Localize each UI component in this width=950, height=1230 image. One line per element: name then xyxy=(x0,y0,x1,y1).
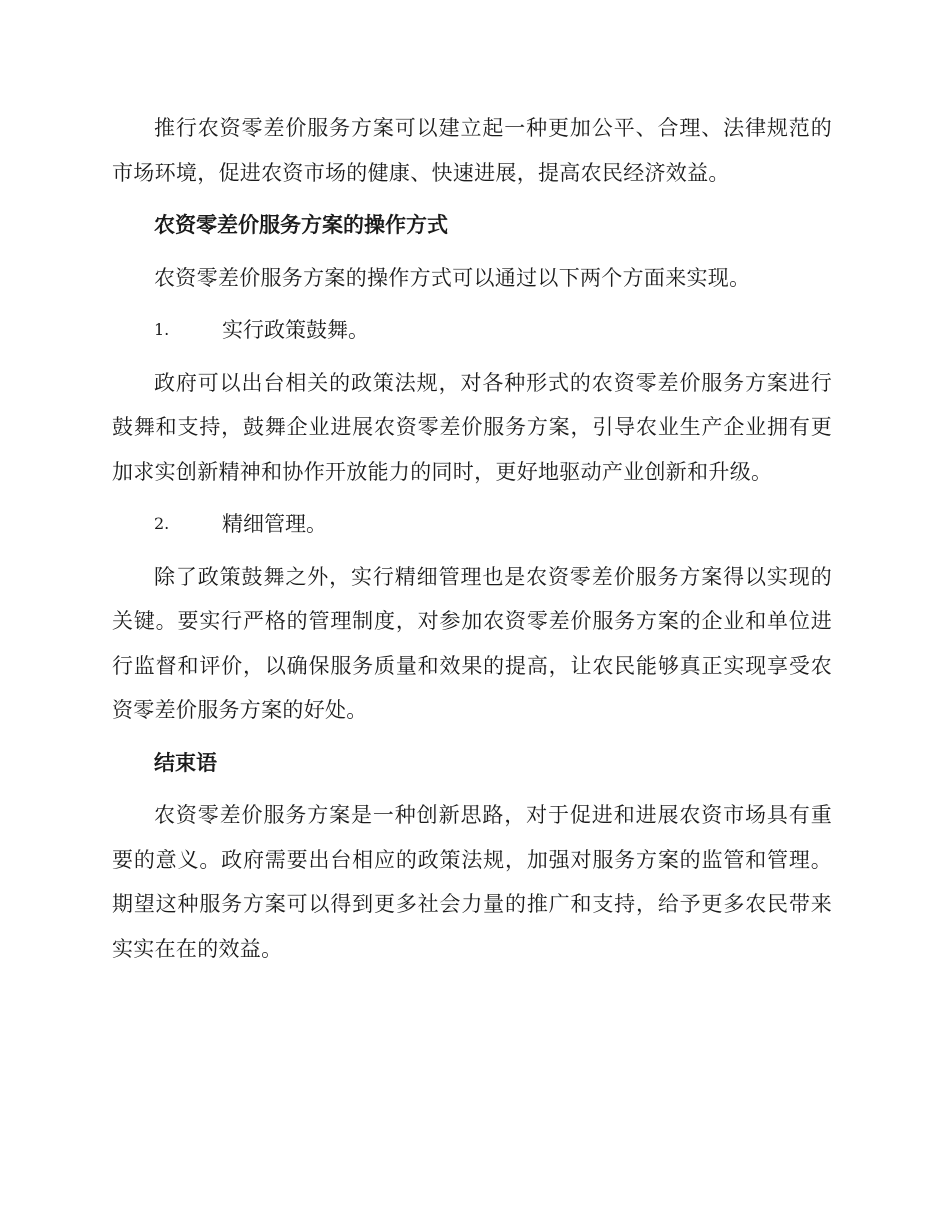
list-item-1 xyxy=(112,308,832,353)
section-heading-operation: 农资零差价服务方案的操作方式 xyxy=(154,213,448,237)
paragraph-management: 除了政策鼓舞之外，实行精细管理也是农资零差价服务方案得以实现的关键。要实行严格的管理制度，对参加农资零差价服务方案的企业和单位进行监督和评价，以确保服务质量和效果的提高，让农民能够真正实现享受农资零差价服务方案的好处。 xyxy=(112,564,832,722)
list-text: 精细管理。 xyxy=(222,512,327,536)
list-number: 2. xyxy=(154,514,170,533)
paragraph-operation-intro: 农资零差价服务方案的操作方式可以通过以下两个方面来实现。 xyxy=(154,265,751,290)
paragraph-conclusion: 农资零差价服务方案是一种创新思路，对于促进和进展农资市场具有重要的意义。政府需要出台相应的政策法规，加强对服务方案的监管和管理。期望这种服务方案可以得到更多社会力量的推广和支持，给予更多农民带来实实在在的效益。 xyxy=(112,803,832,961)
section-heading-conclusion: 结束语 xyxy=(154,750,217,775)
list-text: 实行政策鼓舞。 xyxy=(222,318,369,342)
document-page xyxy=(112,106,832,971)
list-item-2 xyxy=(112,502,832,547)
paragraph-policy: 政府可以出台相关的政策法规，对各种形式的农资零差价服务方案进行鼓舞和支持，鼓舞企业进展农资零差价服务方案，引导农业生产企业拥有更加求实创新精神和协作开放能力的同时，更好地驱动产业创新和升级。 xyxy=(112,370,832,484)
paragraph-intro: 推行农资零差价服务方案可以建立起一种更加公平、合理、法律规范的市场环境，促进农资市场的健康、快速进展，提高农民经济效益。 xyxy=(112,116,832,185)
list-number: 1. xyxy=(154,320,170,339)
